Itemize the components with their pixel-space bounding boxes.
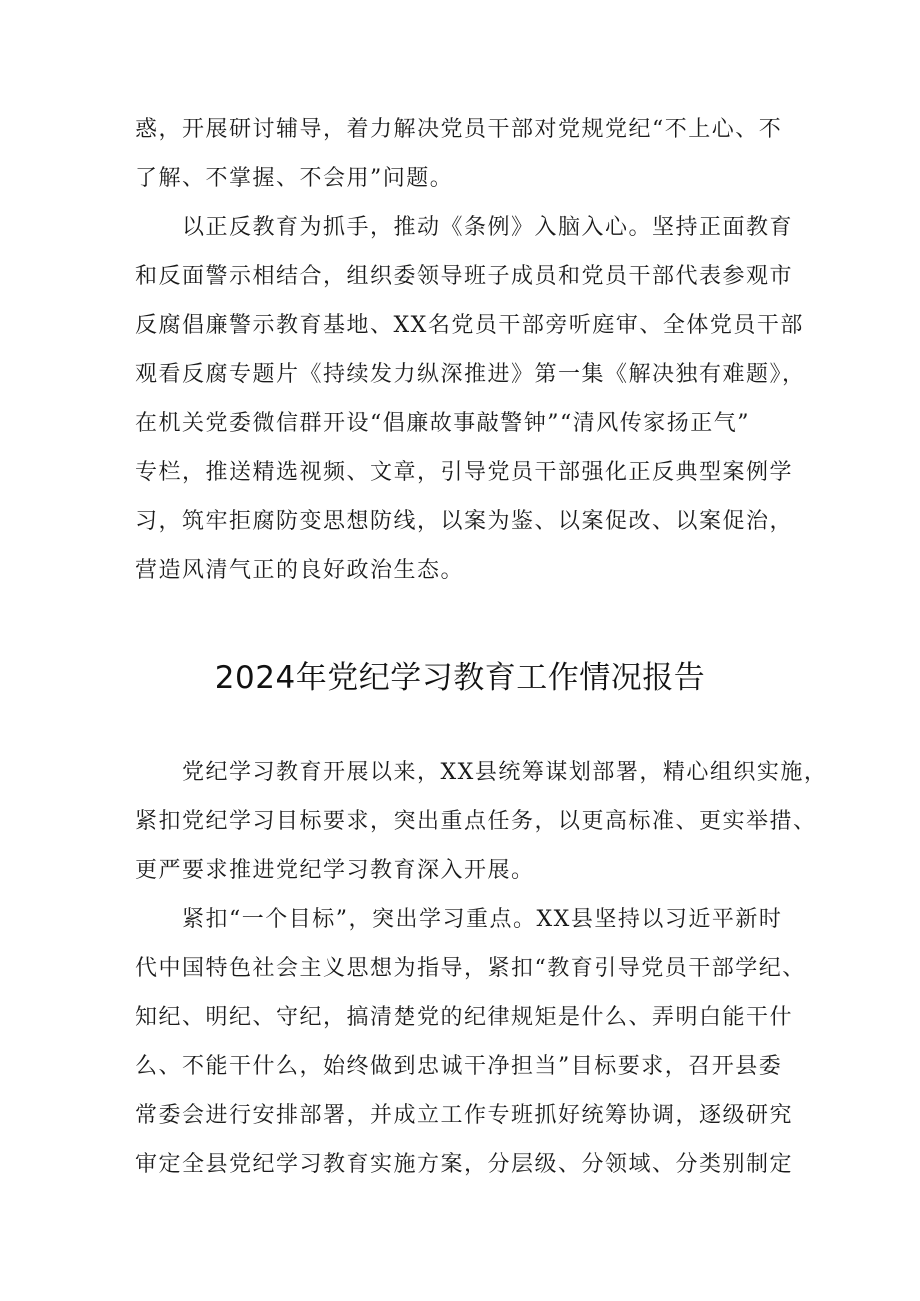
text-line: 习，筑牢拒腐防变思想防线，以案为鉴、以案促改、以案促治， (135, 509, 794, 534)
text-line: 紧扣党纪学习目标要求，突出重点任务，以更高标准、更实举措、 (135, 809, 817, 834)
text-line: 审定全县党纪学习教育实施方案，分层级、分领域、分类别制定 (135, 1152, 794, 1177)
text-line: 惑，开展研讨辅导，着力解决党员干部对党规党纪“不上心、不 (135, 117, 783, 142)
text-line: 党纪学习教育开展以来，XX县统筹谋划部署，精心组织实施， (135, 760, 828, 785)
body-text-section-one (135, 105, 806, 595)
text-line: 紧扣“一个目标”，突出学习重点。XX县坚持以习近平新时 (135, 907, 783, 932)
text-line: 知纪、明纪、守纪，搞清楚党的纪律规矩是什么、弄明白能干什 (135, 1005, 794, 1030)
text-line: 了解、不掌握、不会用”问题。 (135, 166, 454, 191)
body-text-section-two (135, 748, 828, 1189)
text-line: 常委会进行安排部署，并成立工作专班抓好统筹协调，逐级研究 (135, 1103, 794, 1128)
text-line: 营造风清气正的良好政治生态。 (135, 558, 465, 583)
text-line: 以正反教育为抓手，推动《条例》入脑入心。坚持正面教育 (135, 215, 794, 240)
text-line: 和反面警示相结合，组织委领导班子成员和党员干部代表参观市 (135, 264, 794, 289)
text-line: 专栏，推送精选视频、文章，引导党员干部强化正反典型案例学 (135, 460, 794, 485)
text-line: 更严要求推进党纪学习教育深入开展。 (135, 858, 535, 883)
text-line: 代中国特色社会主义思想为指导，紧扣“教育引导党员干部学纪、 (135, 956, 806, 981)
text-line: 么、不能干什么，始终做到忠诚干净担当”目标要求，召开县委 (135, 1054, 783, 1079)
report-title: 2024年党纪学习教育工作情况报告 (214, 660, 706, 696)
text-line: 观看反腐专题片《持续发力纵深推进》第一集《解决独有难题》， (135, 362, 806, 387)
text-line: 在机关党委微信群开设“倡廉故事敲警钟”“清风传家扬正气” (135, 411, 750, 436)
text-line: 反腐倡廉警示教育基地、XX名党员干部旁听庭审、全体党员干部 (135, 313, 804, 338)
